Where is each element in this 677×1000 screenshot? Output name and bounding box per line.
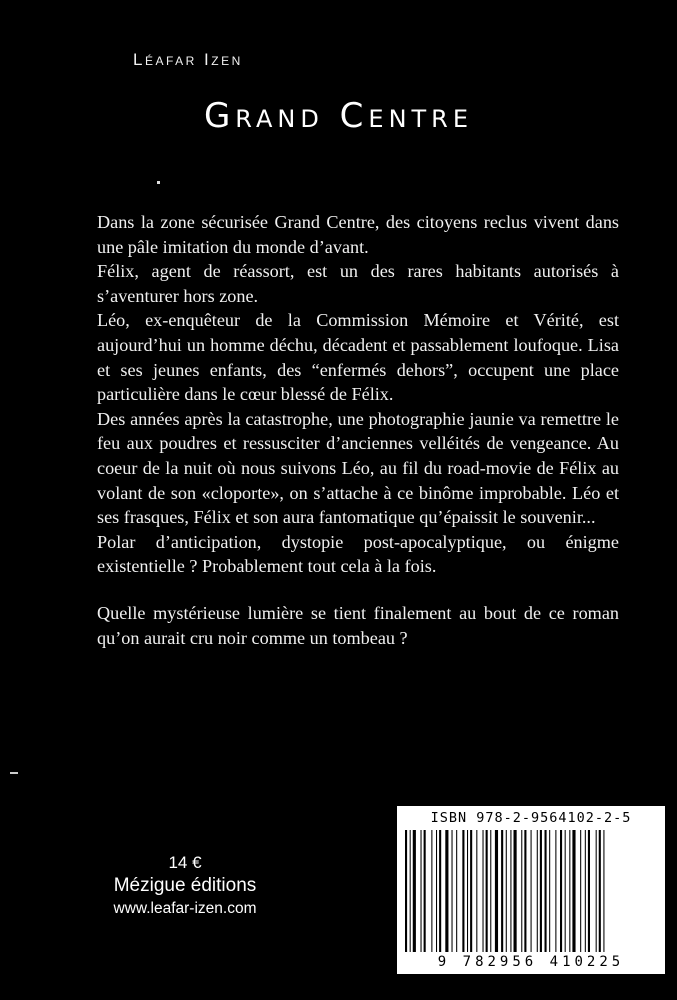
price: 14 €	[168, 853, 202, 872]
barcode-bar	[560, 830, 562, 952]
barcode-bar	[596, 830, 597, 952]
barcode-bar	[580, 830, 581, 952]
barcode-bar	[537, 830, 538, 952]
barcode-bar	[514, 830, 517, 952]
blurb-closing-paragraph: Quelle mystérieuse lumière se tient finalement au bout de ce roman qu’on aurait cru noir comme un tombeau ?	[97, 602, 619, 648]
barcode-bar	[490, 830, 491, 952]
barcode-bar	[565, 830, 566, 952]
book-title: Grand Centre	[203, 96, 474, 136]
publisher-website: www.leafar-izen.com	[113, 900, 257, 917]
barcode-bar	[555, 830, 556, 952]
barcode-bar	[462, 830, 464, 952]
barcode-bar	[445, 830, 448, 952]
barcode-bars	[405, 830, 657, 952]
isbn-barcode	[397, 806, 665, 974]
barcode-bar	[470, 830, 472, 952]
barcode-bar	[501, 830, 503, 952]
barcode-bar	[456, 830, 457, 952]
barcode-bar	[421, 830, 422, 952]
barcode-bar	[413, 830, 416, 952]
barcode-bar	[585, 830, 586, 952]
back-cover-blurb	[97, 210, 619, 650]
blurb-paragraph: Léo, ex-enquêteur de la Commission Mémoire et Vérité, est aujourd’hui un homme déchu, décadent et passablement loufoque. Lisa et ses jeunes enfants, des “enfermés dehors”, occupent une place particulière dans le cœur blessé de Félix.	[97, 310, 619, 405]
barcode-bar	[545, 830, 547, 952]
barcode-bar	[476, 830, 477, 952]
barcode-bar	[569, 830, 570, 952]
decorative-dot	[157, 181, 160, 184]
barcode-bar	[510, 830, 511, 952]
barcode-bar	[588, 830, 590, 952]
barcode-bar	[483, 830, 484, 952]
barcode-bar	[495, 830, 498, 952]
barcode-bar	[572, 830, 575, 952]
barcode-bar	[405, 830, 407, 952]
barcode-bar	[424, 830, 426, 952]
author-name: Léafar Izen	[133, 50, 243, 69]
barcode-bar	[603, 830, 604, 952]
isbn-label: ISBN 978-2-9564102-2-5	[430, 810, 632, 826]
blurb-paragraph: Polar d’anticipation, dystopie post-apocalyptique, ou énigme existentielle ? Probablement tout cela à la fois.	[97, 531, 619, 577]
barcode-bar	[521, 830, 522, 952]
barcode-bar	[436, 830, 437, 952]
barcode-bar	[524, 830, 526, 952]
barcode-bar	[599, 830, 601, 952]
blurb-paragraph: Félix, agent de réassort, est un des rares habitants autorisés à s’aventurer hors zone.	[97, 261, 619, 306]
barcode-bar	[540, 830, 542, 952]
barcode-bar	[452, 830, 453, 952]
barcode-bar	[467, 830, 468, 952]
barcode-bar	[506, 830, 507, 952]
barcode-bar	[439, 830, 441, 952]
price-publisher-block	[90, 852, 280, 920]
decorative-mark	[10, 772, 18, 774]
barcode-bar	[486, 830, 488, 952]
isbn-digits: 9 782956 410225	[437, 954, 625, 970]
barcode-bar	[531, 830, 532, 952]
blurb-paragraph: Des années après la catastrophe, une photographie jaunie va remettre le feu aux poudres et ressusciter d’anciennes velléités de vengeance. Au coeur de la nuit où nous suivons Léo, au fil du road-movie de Félix au volant de son «cloporte», on s’attache à ce binôme improbable. Léo et ses frasques, Félix et son aura fantomatique qu’épaissit le souvenir...	[97, 408, 619, 528]
barcode-bar	[410, 830, 411, 952]
blurb-paragraph: Dans la zone sécurisée Grand Centre, des citoyens reclus vivent dans une pâle imitation du monde d’avant.	[97, 212, 619, 257]
barcode-bar	[549, 830, 550, 952]
publisher-name: Mézigue éditions	[113, 875, 257, 896]
barcode-bar	[431, 830, 432, 952]
